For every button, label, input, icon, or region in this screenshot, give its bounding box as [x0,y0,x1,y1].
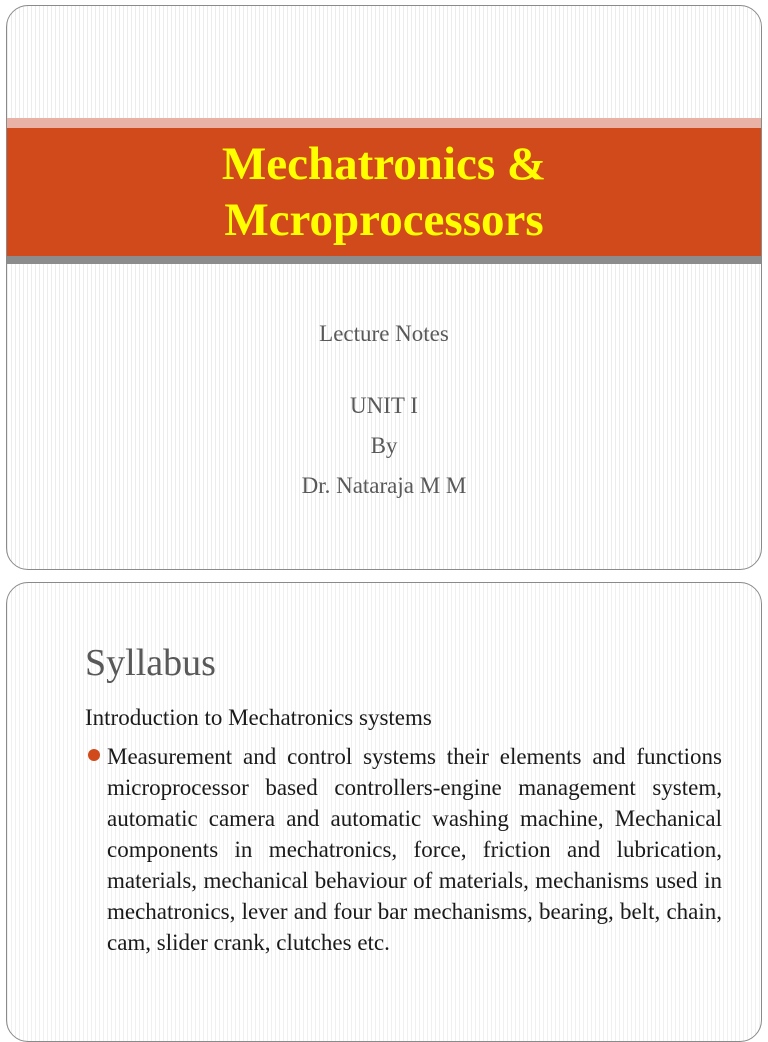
bullet-dot-icon [88,749,100,761]
title-band-bottom-strip [7,256,761,264]
title-band-top-strip [7,118,761,128]
subtitle-author: Dr. Nataraja M M [301,473,467,498]
syllabus-bullet-text: Measurement and control systems their elements and functions microprocessor based controllers-engine management system, automatic camera and automatic washing machine, Mechanical components in mechatronics, force, friction and lubrication, materials, mechanical behaviour of materials, mechanisms used in mechatronics, lever and four bar mechanisms, bearing, belt, chain, cam, slider crank, clutches etc. [107,744,722,955]
slide-title-line-2: Mcroprocessors [224,194,544,246]
syllabus-heading: Syllabus [85,642,216,684]
subtitle-lecture-notes: Lecture Notes [319,321,449,346]
syllabus-intro: Introduction to Mechatronics systems [85,705,432,730]
subtitle-by: By [370,433,398,458]
syllabus-slide [6,582,762,1042]
title-slide [6,5,762,570]
subtitle-unit: UNIT I [350,393,418,418]
title-band [7,128,761,256]
subtitle-block [7,314,761,506]
slide-title [222,136,546,248]
slide-title-line-1: Mechatronics & [221,138,547,190]
